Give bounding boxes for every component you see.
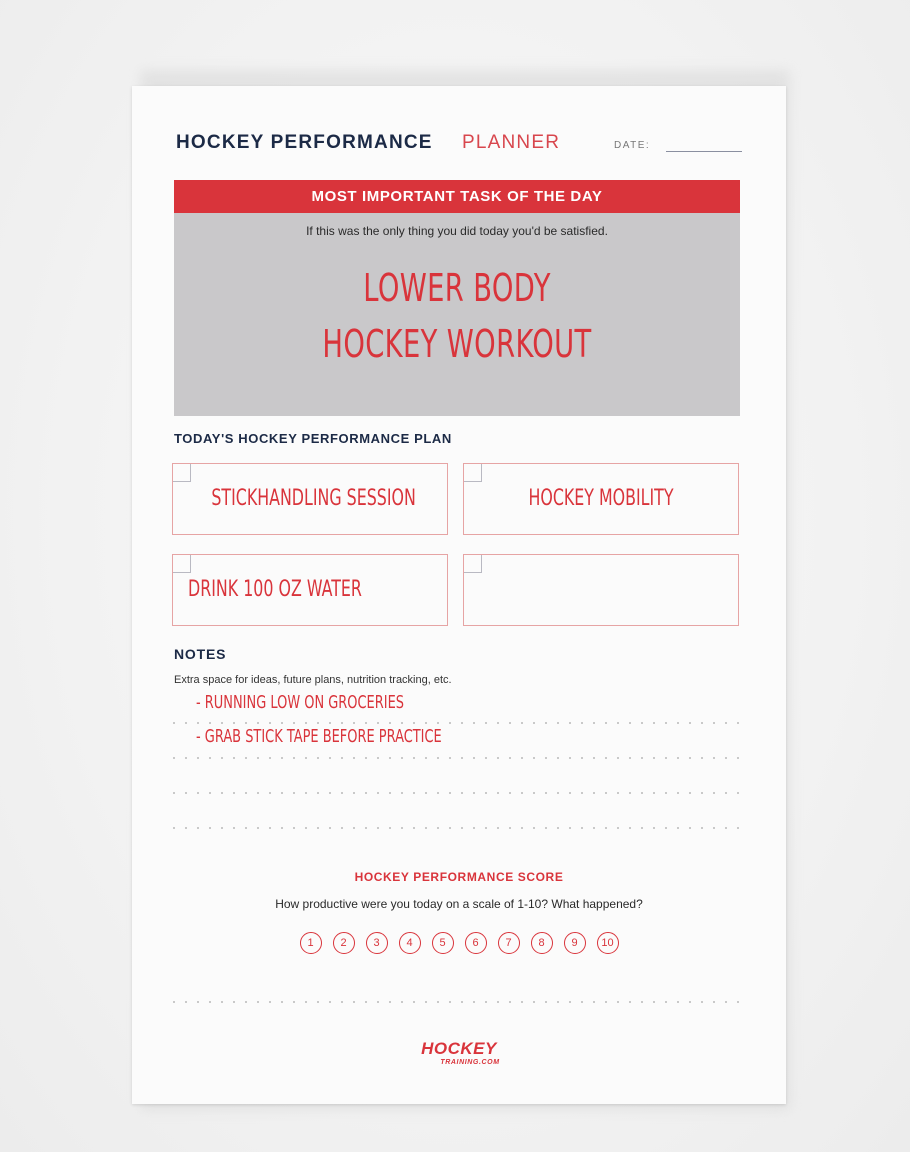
task-box-1[interactable] bbox=[172, 463, 448, 535]
task-text-3: DRINK 100 OZ WATER bbox=[188, 577, 362, 602]
score-options bbox=[132, 932, 786, 954]
score-notes-line[interactable] bbox=[168, 1001, 744, 1003]
score-option-4[interactable]: 4 bbox=[399, 932, 421, 954]
task-box-4[interactable] bbox=[463, 554, 739, 626]
note-line-2[interactable] bbox=[168, 757, 744, 759]
title-main: HOCKEY PERFORMANCE bbox=[176, 132, 433, 153]
logo-wordmark: HOCKEY bbox=[421, 1039, 497, 1058]
mit-subtext: If this was the only thing you did today you'd be satisfied. bbox=[306, 224, 608, 238]
date-field[interactable] bbox=[666, 151, 742, 152]
task-checkbox-3[interactable] bbox=[173, 555, 191, 573]
logo-domain: TRAINING.COM bbox=[440, 1059, 500, 1066]
plan-title: TODAY'S HOCKEY PERFORMANCE PLAN bbox=[174, 431, 452, 446]
score-option-3[interactable]: 3 bbox=[366, 932, 388, 954]
score-option-7[interactable]: 7 bbox=[498, 932, 520, 954]
mit-heading: MOST IMPORTANT TASK OF THE DAY bbox=[174, 180, 740, 213]
note-entry-2: - GRAB STICK TAPE BEFORE PRACTICE bbox=[196, 726, 442, 747]
task-box-2[interactable] bbox=[463, 463, 739, 535]
task-checkbox-2[interactable] bbox=[464, 464, 482, 482]
notes-subtext: Extra space for ideas, future plans, nutrition tracking, etc. bbox=[174, 674, 452, 686]
task-text-1: STICKHANDLING SESSION bbox=[211, 486, 416, 511]
date-label: DATE: bbox=[614, 140, 651, 151]
task-checkbox-1[interactable] bbox=[173, 464, 191, 482]
note-line-4[interactable] bbox=[168, 827, 744, 829]
notes-title: NOTES bbox=[174, 646, 227, 662]
note-line-1[interactable] bbox=[168, 722, 744, 724]
score-option-6[interactable]: 6 bbox=[465, 932, 487, 954]
score-option-2[interactable]: 2 bbox=[333, 932, 355, 954]
score-option-1[interactable]: 1 bbox=[300, 932, 322, 954]
title-accent: PLANNER bbox=[462, 132, 561, 153]
task-box-3[interactable] bbox=[172, 554, 448, 626]
score-title: HOCKEY PERFORMANCE SCORE bbox=[354, 870, 564, 884]
mit-entry-line-2: HOCKEY WORKOUT bbox=[322, 322, 592, 366]
note-entry-1: - RUNNING LOW ON GROCERIES bbox=[196, 692, 405, 713]
planner-sheet bbox=[132, 86, 786, 1104]
score-option-5[interactable]: 5 bbox=[432, 932, 454, 954]
score-question: How productive were you today on a scale of 1-10? What happened? bbox=[275, 897, 643, 911]
task-checkbox-4[interactable] bbox=[464, 555, 482, 573]
most-important-task-panel bbox=[174, 180, 740, 416]
brand-logo bbox=[132, 1040, 786, 1067]
score-option-9[interactable]: 9 bbox=[564, 932, 586, 954]
score-option-8[interactable]: 8 bbox=[531, 932, 553, 954]
note-line-3[interactable] bbox=[168, 792, 744, 794]
score-option-10[interactable]: 10 bbox=[597, 932, 619, 954]
planner-header bbox=[176, 130, 742, 160]
mit-entry-line-1: LOWER BODY bbox=[363, 266, 551, 310]
task-text-2: HOCKEY MOBILITY bbox=[528, 486, 674, 511]
mit-entry[interactable] bbox=[253, 260, 661, 372]
